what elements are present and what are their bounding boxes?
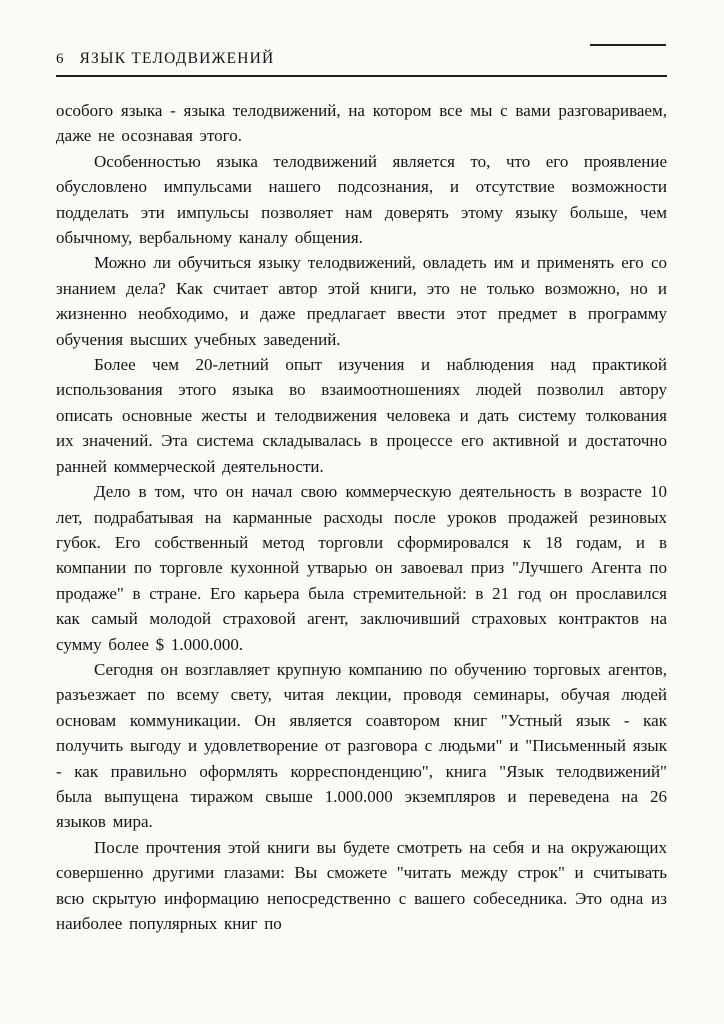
page-header (56, 50, 667, 77)
paragraph: Сегодня он возглавляет крупную компанию по обучению торговых агентов, разъезжает по всему свету, читая лекции, проводя семинары, обучая людей основам коммуникации. Он является соавтором книг "Устный язык - как получить выгоду и удовлетворение от разговора с людьми" и "Письменный язык - как правильно оформлять корреспонденцию", книга "Язык телодвижений" была выпущена тиражом свыше 1.000.000 экземпляров и переведена на 26 языков мира. (56, 659, 667, 832)
paragraph: Особенностью языка телодвижений является то, что его проявление обусловлено импульсами нашего подсознания, и отсутствие возможности подделать эти импульсы позволяет нам доверять этому языку больше, чем обычному, вербальному каналу общения. (56, 151, 667, 248)
paragraph: Можно ли обучиться языку телодвижений, овладеть им и применять его со знанием дела? Как считает автор этой книги, это не только возможно, но и жизненно необходимо, и даже предлагает ввести этот предмет в программу обучения высших учебных заведений. (56, 253, 667, 349)
page-number: 6 (56, 51, 64, 67)
paragraph: После прочтения этой книги вы будете смотреть на себя и на окружающих совершенно другими глазами: Вы сможете "читать между строк" и считывать всю скрытую информацию непосредственно с вашего собеседника. Это одна из наиболее популярных книг по (56, 837, 667, 933)
paragraph: Дело в том, что он начал свою коммерческую деятельность в возрасте 10 лет, подрабатывая на карманные расходы после уроков продажей резиновых губок. Его собственный метод торговли сформировался к 18 годам, и в компании по торговле кухонной утварью он завоевал приз "Лучшего Агента по продаже" в стране. Его карьера была стремительной: в 21 год он прославился как самый молодой страховой агент, заключивший страховых контрактов на сумму более $ 1.000.000. (56, 482, 667, 654)
page-body (56, 98, 667, 936)
paragraph: Более чем 20-летний опыт изучения и наблюдения над практикой использования этого языка во взаимоотношениях людей позволил автору описать основные жесты и телодвижения человека и дать систему толкования их значений. Эта система складывалась в процессе его активной и достаточно ранней коммерческой деятельности. (56, 355, 667, 476)
running-title: ЯЗЫК ТЕЛОДВИЖЕНИЙ (79, 50, 275, 67)
scan-edge-line (590, 44, 666, 46)
paragraph: особого языка - языка телодвижений, на котором все мы с вами разговариваем, даже не осознавая этого. (56, 101, 667, 146)
